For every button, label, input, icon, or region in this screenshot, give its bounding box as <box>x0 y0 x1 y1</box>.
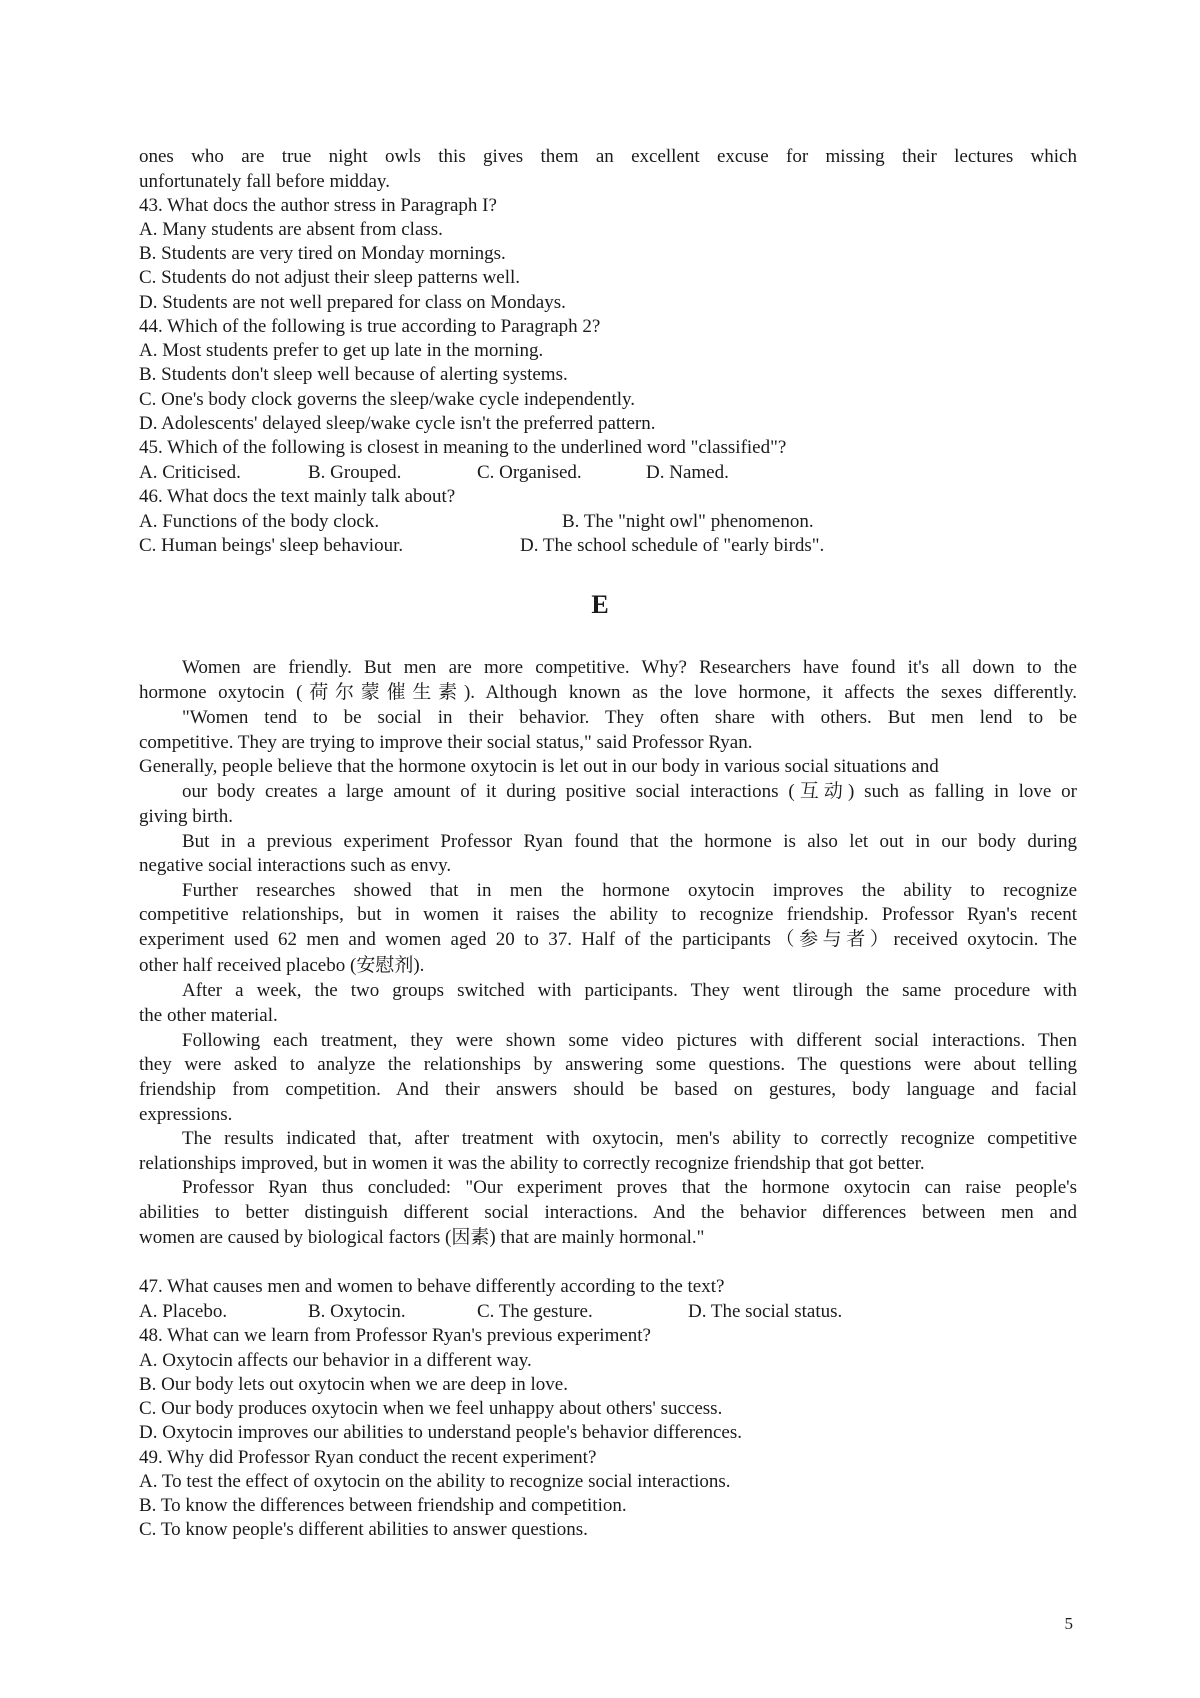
option-49b: B. To know the differences between friendship and competition. <box>139 1495 627 1516</box>
option-43a: A. Many students are absent from class. <box>139 219 443 240</box>
option-49a: A. To test the effect of oxytocin on the ability to recognize social interactions. <box>139 1471 731 1492</box>
passage-line: they were asked to analyze the relationships by answering some questions. The questions were about telling <box>139 1054 1077 1075</box>
question-48: 48. What can we learn from Professor Ryan's previous experiment? <box>139 1325 651 1346</box>
option-46c: C. Human beings' sleep behaviour. <box>139 535 404 556</box>
passage-line: Further researches showed that in men the hormone oxytocin improves the ability to recognize <box>182 880 1077 901</box>
passage-line: experiment used 62 men and women aged 20 to 37. Half of the participants（参与者）received oxytocin. The <box>139 929 1077 950</box>
passage-line: Women are friendly. But men are more competitive. Why? Researchers have found it's all down to the <box>182 657 1077 678</box>
option-46a: A. Functions of the body clock. <box>139 511 380 532</box>
passage-line: expressions. <box>139 1104 233 1125</box>
option-48b: B. Our body lets out oxytocin when we are deep in love. <box>139 1374 568 1395</box>
passage-line: abilities to better distinguish different social interactions. And the behavior differences between men and <box>139 1202 1077 1223</box>
option-45d: D. Named. <box>646 462 729 483</box>
option-43b: B. Students are very tired on Monday mornings. <box>139 243 506 264</box>
passage-line: giving birth. <box>139 806 233 827</box>
passage-line: "Women tend to be social in their behavior. They often share with others. But men lend to be <box>182 707 1077 728</box>
passage-line: The results indicated that, after treatment with oxytocin, men's ability to correctly recognize competitive <box>182 1128 1077 1149</box>
question-43: 43. What docs the author stress in Paragraph I? <box>139 195 497 216</box>
option-48c: C. Our body produces oxytocin when we feel unhappy about others' success. <box>139 1398 723 1419</box>
option-45a: A. Criticised. <box>139 462 241 483</box>
page-number: 5 <box>1064 1614 1073 1633</box>
option-45c: C. Organised. <box>477 462 582 483</box>
passage-line: negative social interactions such as envy. <box>139 855 452 876</box>
passage-line: But in a previous experiment Professor Ryan found that the hormone is also let out in our body during <box>182 831 1077 852</box>
passage-line: unfortunately fall before midday. <box>139 171 390 192</box>
option-43d: D. Students are not well prepared for class on Mondays. <box>139 292 566 313</box>
question-47: 47. What causes men and women to behave differently according to the text? <box>139 1276 725 1297</box>
question-46: 46. What docs the text mainly talk about? <box>139 486 456 507</box>
passage-line: Generally, people believe that the hormone oxytocin is let out in our body in various social situations and <box>139 756 939 777</box>
option-44b: B. Students don't sleep well because of alerting systems. <box>139 364 568 385</box>
passage-line: our body creates a large amount of it during positive social interactions (互动) such as falling in love or <box>182 781 1077 802</box>
option-49c: C. To know people's different abilities to answer questions. <box>139 1519 588 1540</box>
passage-line: competitive relationships, but in women it raises the ability to recognize friendship. Professor Ryan's recent <box>139 904 1077 925</box>
question-45: 45. Which of the following is closest in meaning to the underlined word "classified"? <box>139 437 787 458</box>
passage-line: Following each treatment, they were shown some video pictures with different social interactions. Then <box>182 1030 1077 1051</box>
passage-line: women are caused by biological factors (因素) that are mainly hormonal." <box>139 1227 705 1248</box>
option-47c: C. The gesture. <box>477 1301 593 1322</box>
passage-line: the other material. <box>139 1005 278 1026</box>
option-47b: B. Oxytocin. <box>308 1301 406 1322</box>
option-43c: C. Students do not adjust their sleep patterns well. <box>139 267 521 288</box>
passage-line: After a week, the two groups switched with participants. They went tlirough the same procedure with <box>182 980 1077 1001</box>
passage-line: competitive. They are trying to improve their social status," said Professor Ryan. <box>139 732 753 753</box>
passage-line: Professor Ryan thus concluded: "Our experiment proves that the hormone oxytocin can raise people's <box>182 1177 1077 1198</box>
option-45b: B. Grouped. <box>308 462 402 483</box>
option-48d: D. Oxytocin improves our abilities to understand people's behavior differences. <box>139 1422 742 1443</box>
option-47a: A. Placebo. <box>139 1301 228 1322</box>
option-44c: C. One's body clock governs the sleep/wake cycle independently. <box>139 389 636 410</box>
passage-line: relationships improved, but in women it was the ability to correctly recognize friendship that got better. <box>139 1153 925 1174</box>
passage-line: hormone oxytocin (荷尔蒙催生素). Although known as the love hormone, it affects the sexes differently. <box>139 682 1077 703</box>
passage-line: friendship from competition. And their answers should be based on gestures, body language and facial <box>139 1079 1077 1100</box>
passage-line: other half received placebo (安慰剂). <box>139 955 425 976</box>
passage-line: ones who are true night owls this gives them an excellent excuse for missing their lectures which <box>139 146 1077 167</box>
question-44: 44. Which of the following is true according to Paragraph 2? <box>139 316 601 337</box>
section-heading: E <box>591 590 609 619</box>
question-49: 49. Why did Professor Ryan conduct the recent experiment? <box>139 1447 597 1468</box>
option-46b: B. The "night owl" phenomenon. <box>562 511 814 532</box>
option-46d: D. The school schedule of "early birds". <box>520 535 825 556</box>
option-47d: D. The social status. <box>688 1301 843 1322</box>
option-48a: A. Oxytocin affects our behavior in a different way. <box>139 1350 532 1371</box>
option-44a: A. Most students prefer to get up late in the morning. <box>139 340 544 361</box>
option-44d: D. Adolescents' delayed sleep/wake cycle isn't the preferred pattern. <box>139 413 656 434</box>
